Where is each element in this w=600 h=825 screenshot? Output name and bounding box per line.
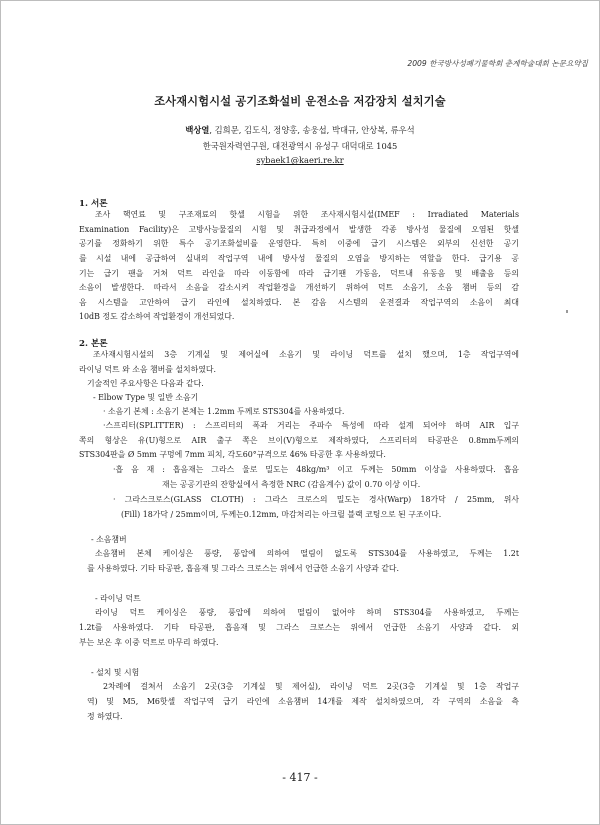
list-item: - Elbow Type 및 일반 소음기 bbox=[93, 393, 199, 402]
body-line: 소음이 발생한다. 따라서 소음을 감소시켜 작업환경을 개선하기 위하여 덕트 소음기, 소음 챔버 등의 감 bbox=[79, 283, 519, 292]
body-line: 정 하였다. bbox=[87, 712, 123, 721]
body-line: 역) 및 M5, M6핫셀 작업구역 급기 라인에 소음챔버 14개를 제작 설치하였으며, 각 구역의 소음을 측 bbox=[87, 697, 519, 706]
affiliation: 한국원자력연구원, 대전광역시 유성구 대덕대로 1045 bbox=[202, 141, 398, 151]
body-line: 2차례에 걸쳐서 소음기 2곳(3층 기계실 및 제어실), 라이닝 덕트 2곳(3층 기계실 및 1층 작업구 bbox=[103, 682, 519, 691]
list-item: · 소음기 본체 : 소음기 본체는 1.2mm 두께로 STS304를 사용하였다. bbox=[103, 407, 345, 416]
list-item: ·흡 음 재 : 흡음재는 그라스 울로 밀도는 48kg/m³ 이고 두께는 50mm 이상을 사용하였다. 흡음 bbox=[113, 465, 519, 474]
subsection-heading-lining: - 라이닝 덕트 bbox=[95, 594, 141, 603]
body-line: 를 사용하였다. 기타 타공판, 흡음재 및 그라스 크로스는 위에서 언급한 소음기 사양과 같다. bbox=[87, 564, 400, 573]
body-line: 쪽의 형상은 유(U)형으로 AIR 출구 쪽은 브이(V)형으로 제작하였다, 스프리터의 타공판은 0.8mm두께의 bbox=[79, 436, 519, 445]
body-line: 기는 급기 팬을 거쳐 덕트 라인을 따라 이동함에 따라 급기팬 가동음, 덕트내 유동음 및 배출음 등의 bbox=[79, 269, 519, 278]
coauthors: , 김희문, 김도식, 정양홍, 송웅섭, 박대규, 안상복, 류우석 bbox=[209, 125, 415, 135]
body-line: 라이닝 덕트 와 소음 챔버를 설치하였다. bbox=[79, 365, 217, 374]
scan-mark bbox=[566, 310, 568, 313]
body-line: 를 시설 내에 공급하여 실내의 작업구역 내에 방사성 물질의 오염을 방지하는 역할을 한다. 급기용 공 bbox=[79, 254, 519, 263]
author-email: sybaek1@kaeri.re.kr bbox=[256, 155, 344, 165]
section-heading-intro: 1. 서론 bbox=[79, 199, 108, 209]
body-line: 1.2t를 사용하였다. 기타 타공판, 흡음재 및 그라스 크로스는 위에서 언급한 소음기 사양과 같다. 외 bbox=[79, 623, 519, 632]
body-line: 기술적인 주요사항은 다음과 같다. bbox=[87, 379, 204, 388]
page-border-top bbox=[0, 0, 600, 1]
paper-title: 조사재시험시설 공기조화설비 운전소음 저감장치 설치기술 bbox=[154, 94, 446, 108]
body-line: STS304판을 Ø 5mm 구멍에 7mm 피치, 각도60°규격으로 46% 타공한 후 사용하였다. bbox=[79, 450, 386, 459]
email-line bbox=[0, 155, 600, 165]
running-header: 2009 한국방사성폐기물학회 춘계학술대회 논문요약집 bbox=[407, 59, 588, 68]
list-item: ·스프리터(SPLITTER) : 스프리터의 폭과 거리는 주파수 특성에 따라 설계 되어야 하며 AIR 입구 bbox=[103, 421, 519, 430]
body-line: 음 시스템을 고안하여 급기 라인에 설치하였다. 본 감음 시스템의 운전결과 작업구역의 소음이 최대 bbox=[79, 298, 519, 307]
body-line: 소음챔버 본체 케이싱은 풍량, 풍압에 의하여 떨림이 없도록 STS304를 사용하였고, 두께는 1.2t bbox=[95, 549, 519, 558]
page-number: - 417 - bbox=[282, 771, 318, 784]
body-line: 조사 핵연료 및 구조재료의 핫셀 시험을 위한 조사재시험시설(IMEF : Irradiated Materials bbox=[95, 210, 519, 219]
lead-author: 백상열 bbox=[185, 125, 210, 135]
subsection-heading-chamber: - 소음챔버 bbox=[91, 535, 127, 544]
body-line: 라이닝 덕트 케이싱은 풍량, 풍압에 의하여 떨림이 없어야 하며 STS304를 사용하였고, 두께는 bbox=[95, 608, 519, 617]
list-item: · 그라스크로스(GLASS CLOTH) : 그라스 크로스의 밀도는 경사(Warp) 18가닥 / 25mm, 위사 bbox=[113, 495, 519, 504]
body-line: 부는 보온 후 이중 덕트로 마무리 하였다. bbox=[79, 638, 219, 647]
body-line: 공기를 정화하기 위한 특수 공기조화설비를 운영한다. 특히 이중에 급기 시스템은 외부의 신선한 공기 bbox=[79, 239, 519, 248]
body-line: 10dB 정도 감소하여 작업환경이 개선되었다. bbox=[79, 312, 235, 321]
body-line: (Fill) 18가닥 / 25mm이며, 두께는0.12mm, 마감처리는 아크릴 블랙 코팅으로 된 구조이다. bbox=[121, 510, 442, 519]
body-line: 조사재시험시설의 3층 기계실 및 제어실에 소음기 및 라이닝 덕트를 설치 했으며, 1층 작업구역에 bbox=[93, 350, 519, 359]
body-line: 재는 공공기관의 잔향실에서 측정한 NRC (감음계수) 값이 0.70 이상 이다. bbox=[162, 480, 421, 489]
section-heading-main: 2. 본론 bbox=[79, 339, 108, 349]
subsection-heading-install: - 설치 및 시험 bbox=[91, 668, 140, 677]
body-line: Examination Facility)은 고방사능물질의 시험 및 취급과정에서 발생한 각종 방사성 물질에 오염된 핫셀 bbox=[79, 225, 519, 234]
author-list bbox=[0, 124, 600, 136]
